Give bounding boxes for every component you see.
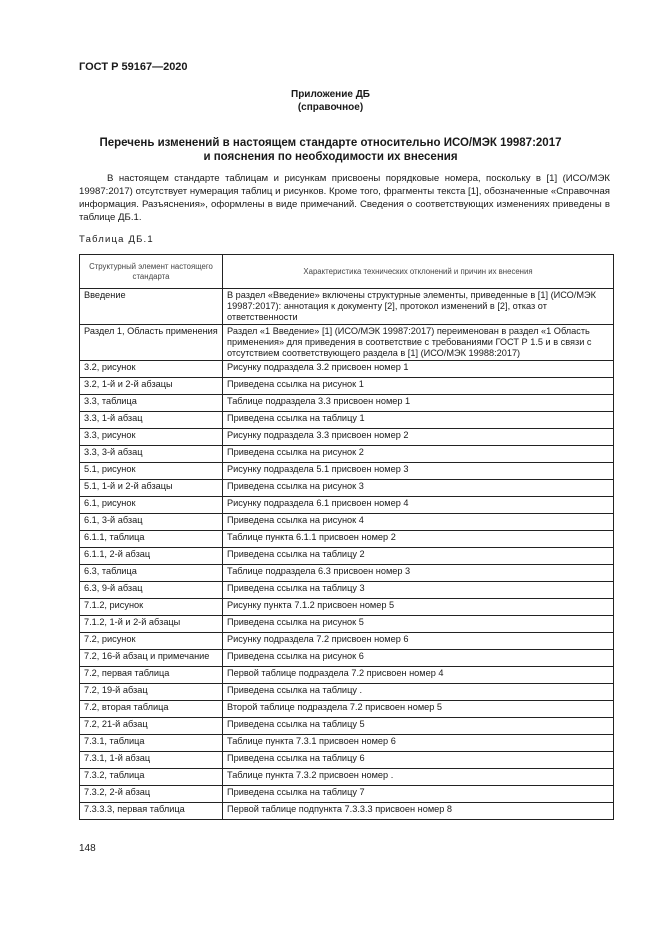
table-cell-characteristic: Приведена ссылка на рисунок 2 — [223, 446, 614, 463]
page-title — [0, 136, 661, 164]
table-cell-element: 6.1, рисунок — [80, 497, 223, 514]
table-cell-characteristic: Раздел «1 Введение» [1] (ИСО/МЭК 19987:2017) переименован в раздел «1 Область применения» для приведения в соответствие с требованиями ГОСТ Р 1.5 и в связи с отсутствием соответствующего раздела в [1] (ИСО/МЭК 19988:2017) — [223, 325, 614, 361]
table-row — [80, 446, 614, 463]
table-cell-characteristic: Первой таблице подраздела 7.2 присвоен номер 4 — [223, 667, 614, 684]
table-row — [80, 701, 614, 718]
table-row — [80, 514, 614, 531]
table-header-characteristic: Характеристика технических отклонений и причин их внесения — [223, 255, 614, 289]
table-cell-element: 7.1.2, рисунок — [80, 599, 223, 616]
table-cell-characteristic: Приведена ссылка на таблицу 3 — [223, 582, 614, 599]
table-cell-element: 7.3.2, таблица — [80, 769, 223, 786]
table-row — [80, 325, 614, 361]
table-cell-element: 6.1.1, 2-й абзац — [80, 548, 223, 565]
table-cell-characteristic: Таблице пункта 7.3.2 присвоен номер . — [223, 769, 614, 786]
table-row — [80, 395, 614, 412]
table-cell-characteristic: Приведена ссылка на рисунок 6 — [223, 650, 614, 667]
table-cell-element: 7.1.2, 1-й и 2-й абзацы — [80, 616, 223, 633]
table-cell-characteristic: Таблице пункта 7.3.1 присвоен номер 6 — [223, 735, 614, 752]
table-cell-characteristic: Рисунку подраздела 7.2 присвоен номер 6 — [223, 633, 614, 650]
intro-paragraph: В настоящем стандарте таблицам и рисункам присвоены порядковые номера, поскольку в [1] (ИСО/МЭК 19987:2017) отсутствует нумерация таблиц и рисунков. Кроме того, фрагменты текста [1], обозначенные «Справочная информация. Разъяснения», оформлены в виде примечаний. Сведения о соответствующих изменениях приведены в таблице ДБ.1. — [79, 173, 610, 223]
table-row — [80, 684, 614, 701]
table-cell-element: 5.1, 1-й и 2-й абзацы — [80, 480, 223, 497]
page-title-line-2: и пояснения по необходимости их внесения — [203, 151, 458, 163]
page-number: 148 — [79, 843, 96, 854]
table-cell-characteristic: Приведена ссылка на таблицу 1 — [223, 412, 614, 429]
table-cell-characteristic: Рисунку подраздела 3.3 присвоен номер 2 — [223, 429, 614, 446]
table-cell-characteristic: Приведена ссылка на таблицу 2 — [223, 548, 614, 565]
table-row — [80, 599, 614, 616]
table-row — [80, 803, 614, 820]
table-row — [80, 667, 614, 684]
table-cell-element: 7.3.2, 2-й абзац — [80, 786, 223, 803]
table-cell-element: 7.3.1, 1-й абзац — [80, 752, 223, 769]
table-row — [80, 786, 614, 803]
table-cell-element: 6.1, 3-й абзац — [80, 514, 223, 531]
table-cell-element: 7.2, 19-й абзац — [80, 684, 223, 701]
table-cell-element: 3.2, 1-й и 2-й абзацы — [80, 378, 223, 395]
table-row — [80, 735, 614, 752]
table-cell-characteristic: Таблице подраздела 6.3 присвоен номер 3 — [223, 565, 614, 582]
table-cell-element: Введение — [80, 289, 223, 325]
table-cell-characteristic: Приведена ссылка на таблицу 7 — [223, 786, 614, 803]
table-cell-characteristic: В раздел «Введение» включены структурные элементы, приведенные в [1] (ИСО/МЭК 19987:2017): аннотация к документу [2], протокол изменений в [2], отказ от ответственности — [223, 289, 614, 325]
table-row — [80, 361, 614, 378]
document-id: ГОСТ Р 59167—2020 — [79, 61, 188, 73]
table-row — [80, 412, 614, 429]
table-row — [80, 650, 614, 667]
table-cell-characteristic: Рисунку подраздела 3.2 присвоен номер 1 — [223, 361, 614, 378]
table-row — [80, 378, 614, 395]
table-row — [80, 497, 614, 514]
table-row — [80, 633, 614, 650]
table-cell-element: 3.3, рисунок — [80, 429, 223, 446]
table-cell-characteristic: Приведена ссылка на таблицу 6 — [223, 752, 614, 769]
table-cell-element: 7.2, рисунок — [80, 633, 223, 650]
table-cell-element: 6.3, таблица — [80, 565, 223, 582]
table-header-element: Структурный элемент настоящего стандарта — [80, 255, 223, 289]
table-cell-element: 3.3, таблица — [80, 395, 223, 412]
table-cell-characteristic: Приведена ссылка на рисунок 3 — [223, 480, 614, 497]
table-cell-characteristic: Приведена ссылка на таблицу 5 — [223, 718, 614, 735]
table-cell-element: 3.3, 3-й абзац — [80, 446, 223, 463]
table-cell-element: 7.3.3.3, первая таблица — [80, 803, 223, 820]
table-body — [80, 289, 614, 820]
table-cell-element: 7.2, 21-й абзац — [80, 718, 223, 735]
table-cell-characteristic: Таблице пункта 6.1.1 присвоен номер 2 — [223, 531, 614, 548]
table-cell-characteristic: Приведена ссылка на рисунок 5 — [223, 616, 614, 633]
table-row — [80, 752, 614, 769]
annex-title: Приложение ДБ — [291, 89, 370, 100]
table-cell-element: 6.3, 9-й абзац — [80, 582, 223, 599]
table-cell-element: 7.2, первая таблица — [80, 667, 223, 684]
table-row — [80, 565, 614, 582]
table-row — [80, 429, 614, 446]
annex-heading — [0, 88, 661, 114]
table-row — [80, 289, 614, 325]
table-cell-element: 3.3, 1-й абзац — [80, 412, 223, 429]
table-cell-element: 7.2, вторая таблица — [80, 701, 223, 718]
table-cell-element: 7.2, 16-й абзац и примечание — [80, 650, 223, 667]
table-caption: Таблица ДБ.1 — [79, 234, 154, 245]
table-header-row — [80, 255, 614, 289]
table-cell-element: 7.3.1, таблица — [80, 735, 223, 752]
table-cell-characteristic: Второй таблице подраздела 7.2 присвоен номер 5 — [223, 701, 614, 718]
table-row — [80, 480, 614, 497]
changes-table — [79, 254, 614, 820]
table-cell-element: Раздел 1, Область применения — [80, 325, 223, 361]
table-row — [80, 769, 614, 786]
table-row — [80, 463, 614, 480]
table-cell-characteristic: Рисунку подраздела 6.1 присвоен номер 4 — [223, 497, 614, 514]
table-cell-characteristic: Рисунку пункта 7.1.2 присвоен номер 5 — [223, 599, 614, 616]
page-title-line-1: Перечень изменений в настоящем стандарте относительно ИСО/МЭК 19987:2017 — [99, 137, 562, 149]
table-row — [80, 548, 614, 565]
table-row — [80, 582, 614, 599]
table-cell-characteristic: Приведена ссылка на рисунок 1 — [223, 378, 614, 395]
table-row — [80, 531, 614, 548]
table-cell-characteristic: Приведена ссылка на таблицу . — [223, 684, 614, 701]
table-cell-element: 3.2, рисунок — [80, 361, 223, 378]
table-row — [80, 718, 614, 735]
table-cell-characteristic: Таблице подраздела 3.3 присвоен номер 1 — [223, 395, 614, 412]
table-cell-element: 5.1, рисунок — [80, 463, 223, 480]
table-cell-characteristic: Рисунку подраздела 5.1 присвоен номер 3 — [223, 463, 614, 480]
table-cell-characteristic: Первой таблице подпункта 7.3.3.3 присвоен номер 8 — [223, 803, 614, 820]
annex-subtitle: (справочное) — [297, 102, 364, 113]
table-row — [80, 616, 614, 633]
table-cell-element: 6.1.1, таблица — [80, 531, 223, 548]
table-cell-characteristic: Приведена ссылка на рисунок 4 — [223, 514, 614, 531]
